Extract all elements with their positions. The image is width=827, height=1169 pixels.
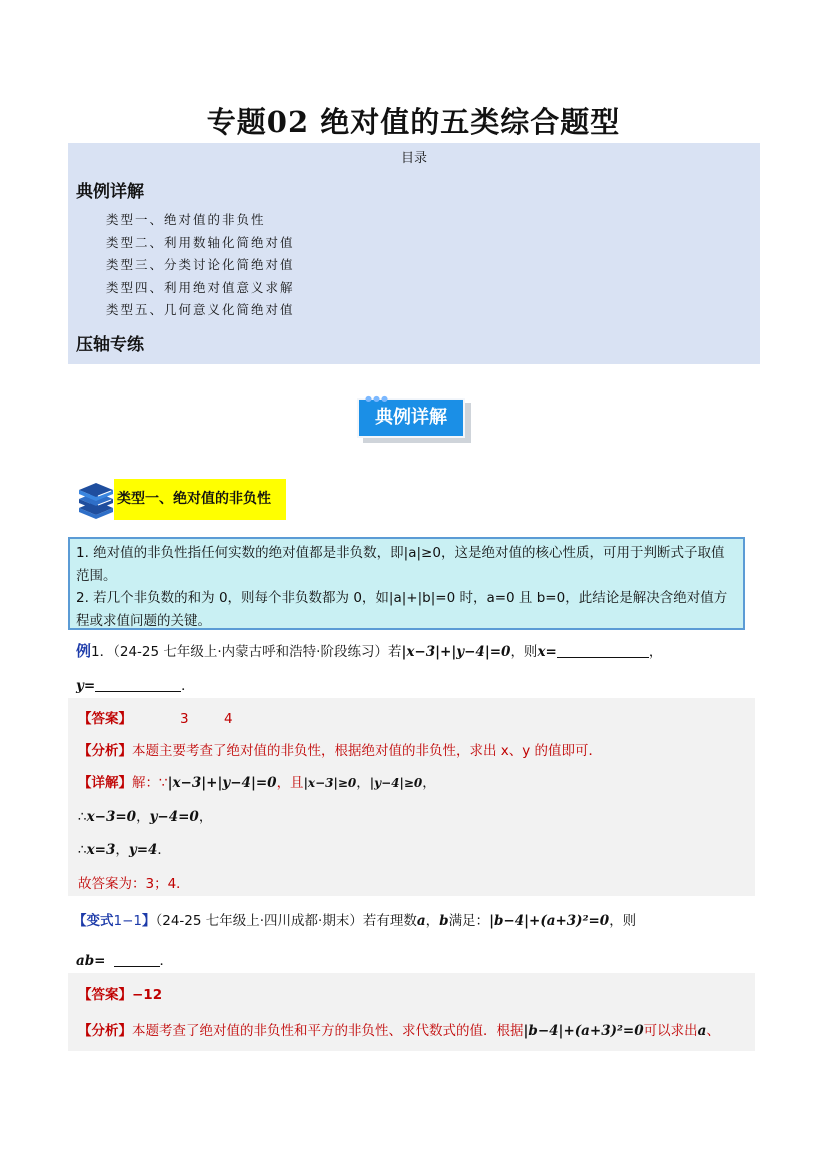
key-point-2: 2. 若几个非负数的和为 0，则每个非负数都为 0，如|a|+|b|=0 时，a=0 且 b=0，此结论是解决含绝对值方程或求值问题的关键。 xyxy=(76,590,728,629)
var-a: a xyxy=(416,913,426,929)
example1-question-line2 xyxy=(76,674,195,694)
var-a: a xyxy=(697,1023,707,1039)
detail-expression: |y−4|≥0 xyxy=(369,776,423,790)
analysis-tag: 【分析】 xyxy=(78,743,132,759)
period: ． xyxy=(159,953,173,969)
step-expression: x=3 xyxy=(86,842,116,858)
example-expression: |x−3|+|y−4|=0 xyxy=(401,644,511,660)
analysis1-line xyxy=(78,739,602,759)
analysis-tag: 【分析】 xyxy=(78,1023,132,1039)
comma: ， xyxy=(648,644,663,660)
analysis-text: 本题主要考查了绝对值的非负性，根据绝对值的非负性，求出 x、y 的值即可． xyxy=(132,743,603,759)
variant-question xyxy=(73,909,636,929)
separator: ， xyxy=(425,913,440,929)
analysis-text: 可以求出 xyxy=(643,1023,698,1039)
toc-item-type4[interactable]: 类型四、利用绝对值意义求解 xyxy=(106,280,295,295)
step-text: ， xyxy=(136,809,150,825)
toc-item-type5[interactable]: 类型五、几何意义化简绝对值 xyxy=(106,302,295,317)
step2-line xyxy=(78,838,171,858)
step-text: ， xyxy=(115,842,129,858)
page-title: 专题02 绝对值的五类综合题型 xyxy=(206,105,621,139)
analysis2-line xyxy=(78,1019,720,1039)
period: ． xyxy=(181,678,195,694)
toc-section-examples[interactable]: 典例详解 xyxy=(76,182,144,202)
detail-text: ， xyxy=(356,775,370,791)
variant-text: ，则 xyxy=(609,913,637,929)
variant-tag: 【变式 xyxy=(73,913,114,929)
analysis-text: 、 xyxy=(706,1023,720,1039)
badge-label: 典例详解 xyxy=(357,398,465,438)
key-point-1: 1. 绝对值的非负性指任何实数的绝对值都是非负数，即|a|≥0，这是绝对值的核心性质，可用于判断式子取值范围。 xyxy=(76,545,725,584)
answer2-line xyxy=(78,983,162,1003)
therefore-symbol: ∴ xyxy=(78,809,87,825)
condition-text: 满足： xyxy=(448,913,490,929)
example-label: 例 xyxy=(76,642,92,660)
x-answer-blank[interactable] xyxy=(557,643,649,658)
key-points-box xyxy=(68,537,745,630)
y-label: y= xyxy=(76,678,96,694)
step-text: ． xyxy=(157,842,171,858)
detail1-line xyxy=(78,771,436,791)
toc-caption: 目录 xyxy=(400,151,427,166)
answer1-line xyxy=(78,707,233,727)
type1-heading: 类型一、绝对值的非负性 xyxy=(114,479,286,520)
variant-question-line2 xyxy=(76,949,173,969)
var-b: b xyxy=(439,913,449,929)
table-of-contents xyxy=(68,143,760,364)
analysis-expression: |b−4|+(a+3)²=0 xyxy=(523,1023,644,1039)
detail-text: 解：∵ xyxy=(132,775,168,791)
variant-expression: |b−4|+(a+3)²=0 xyxy=(489,913,610,929)
step-expression: y=4 xyxy=(128,842,158,858)
section-badge xyxy=(357,394,472,444)
variant-number: 1−1 xyxy=(113,913,142,929)
badge-dots: ●●● xyxy=(365,394,389,403)
detail-text: ，且 xyxy=(276,775,304,791)
toc-item-type1[interactable]: 类型一、绝对值的非负性 xyxy=(106,212,266,227)
step-expression: x−3=0 xyxy=(86,809,137,825)
step1-line xyxy=(78,805,212,825)
toc-item-type2[interactable]: 类型二、利用数轴化简绝对值 xyxy=(106,235,295,250)
y-answer-blank[interactable] xyxy=(95,677,181,692)
example-source: （24-25 七年级上·内蒙古呼和浩特·阶段练习）若 xyxy=(113,644,402,660)
x-label: x= xyxy=(537,644,557,660)
answer-tag: 【答案】 xyxy=(78,711,132,727)
answer-tag: 【答案】 xyxy=(78,987,132,1003)
answer-block-2 xyxy=(68,973,755,1051)
example-number: 1． xyxy=(91,644,114,660)
toc-item-type3[interactable]: 类型三、分类讨论化简绝对值 xyxy=(106,257,295,272)
step-expression: y−4=0 xyxy=(149,809,199,825)
detail-expression: |x−3|≥0 xyxy=(303,776,357,790)
example1-question xyxy=(76,640,662,661)
detail-text: ， xyxy=(422,775,436,791)
variant-source: （24-25 七年级上·四川成都·期末）若有理数 xyxy=(155,913,417,929)
answer-block-1 xyxy=(68,698,755,896)
variant-tag-end: 】 xyxy=(142,913,156,929)
detail-tag: 【详解】 xyxy=(78,775,132,791)
detail-expression: |x−3|+|y−4|=0 xyxy=(167,775,277,791)
example-text: ，则 xyxy=(510,644,538,660)
toc-section-practice[interactable]: 压轴专练 xyxy=(76,335,144,355)
final-answer-line: 故答案为：3；4． xyxy=(78,876,190,892)
ab-label: ab= xyxy=(76,953,106,969)
books-icon xyxy=(76,481,116,519)
ab-answer-blank[interactable] xyxy=(114,952,160,967)
analysis-text: 本题考查了绝对值的非负性和平方的非负性、求代数式的值．根据 xyxy=(132,1023,524,1039)
answer-value: −12 xyxy=(132,987,163,1003)
step-text: ， xyxy=(198,809,213,825)
answer-x: 3 xyxy=(180,711,189,727)
answer-y: 4 xyxy=(224,711,233,727)
therefore-symbol: ∴ xyxy=(78,842,87,858)
